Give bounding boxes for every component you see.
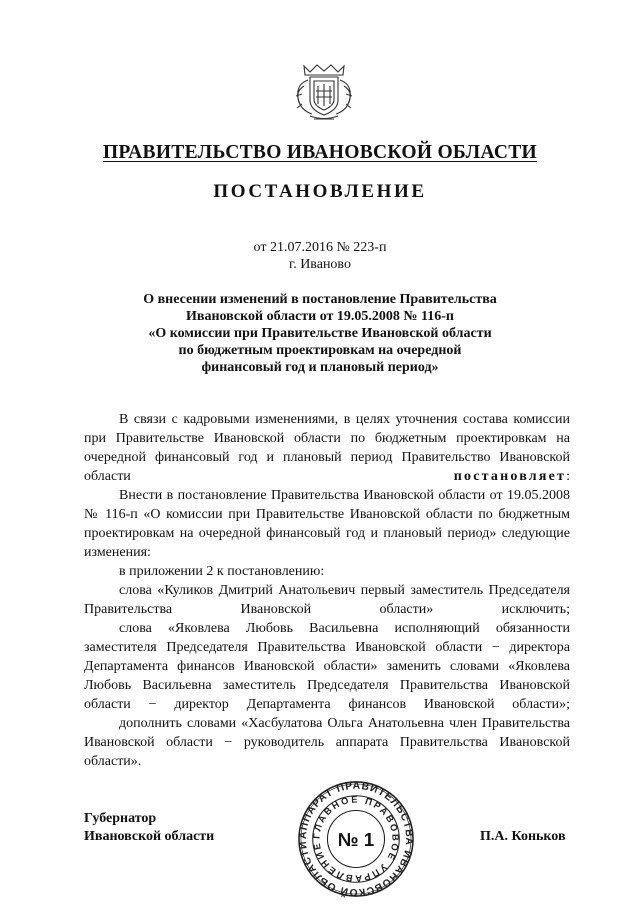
preamble-action: постановляет <box>453 469 567 484</box>
preamble-text: В связи с кадровыми изменениями, в целях уточнения состава комиссии при Правительстве Ивановской области по бюджетным проектировкам на очередной финансовый год и плановый период Правительство Ивановской области <box>84 412 570 484</box>
signer-name: П.А. Коньков <box>480 829 566 844</box>
stamp-number: № 1 <box>337 828 375 850</box>
coat-of-arms-icon <box>290 60 358 122</box>
signer-position-line: Губернатор <box>84 811 157 826</box>
document-type: ПОСТАНОВЛЕНИЕ <box>213 181 427 202</box>
preamble-end: : <box>566 469 570 484</box>
official-stamp-icon <box>297 780 415 898</box>
body-paragraph-amendment: Внести в постановление Правительства Ивановской области от 19.05.2008 № 116-п «О комиссии при Правительстве Ивановской области по бюджетным проектировкам на очередной финансовый год и плановый период» следующие изменения: <box>84 488 570 560</box>
document-date-number: от 21.07.2016 № 223-п <box>253 240 387 255</box>
body-paragraph-exclude: слова «Куликов Дмитрий Анатольевич первый заместитель Председателя Правительства Ивановской области» исключить; <box>84 583 570 617</box>
subject-line: финансовый год и плановый период» <box>201 360 439 375</box>
organization-title <box>0 141 640 165</box>
subject-line: «О комиссии при Правительстве Ивановской области <box>148 326 492 341</box>
signer-position <box>84 810 214 846</box>
subject-line: по бюджетным проектировкам на очередной <box>178 343 462 358</box>
body-paragraph-preamble <box>84 410 570 486</box>
stamp-outer-text: АППАРАТ ПРАВИТЕЛЬСТВА ИВАНОВСКОЙ ОБЛАСТИ <box>297 780 415 898</box>
document-subject <box>100 291 540 376</box>
body-paragraph-appendix: в приложении 2 к постановлению: <box>119 564 325 579</box>
subject-line: Ивановской области от 19.05.2008 № 116-п <box>186 309 454 324</box>
body-paragraph-add: дополнить словами «Хасбулатова Ольга Анатольевна член Правительства Ивановской области − руководитель аппарата Правительства Ивановской области». <box>84 716 570 769</box>
body-paragraph-replace: слова «Яковлева Любовь Васильевна исполняющий обязанности заместителя Председателя Правительства Ивановской области − директора Департамента финансов Ивановской области» заменить словами «Яковлева Любовь Васильевна заместитель Председателя Правительства Ивановской области − директор Департамента финансов Ивановской области»; <box>84 621 570 712</box>
document-city: г. Иваново <box>289 257 351 272</box>
stamp-inner-text: ГЛАВНОЕ ПРАВОВОЕ УПРАВЛЕНИЕ <box>311 794 401 884</box>
subject-line: О внесении изменений в постановление Правительства <box>143 292 497 307</box>
signer-position-line: Ивановской области <box>84 829 215 844</box>
organization-title-text: ПРАВИТЕЛЬСТВО ИВАНОВСКОЙ ОБЛАСТИ <box>102 142 538 163</box>
document-body <box>84 410 570 771</box>
